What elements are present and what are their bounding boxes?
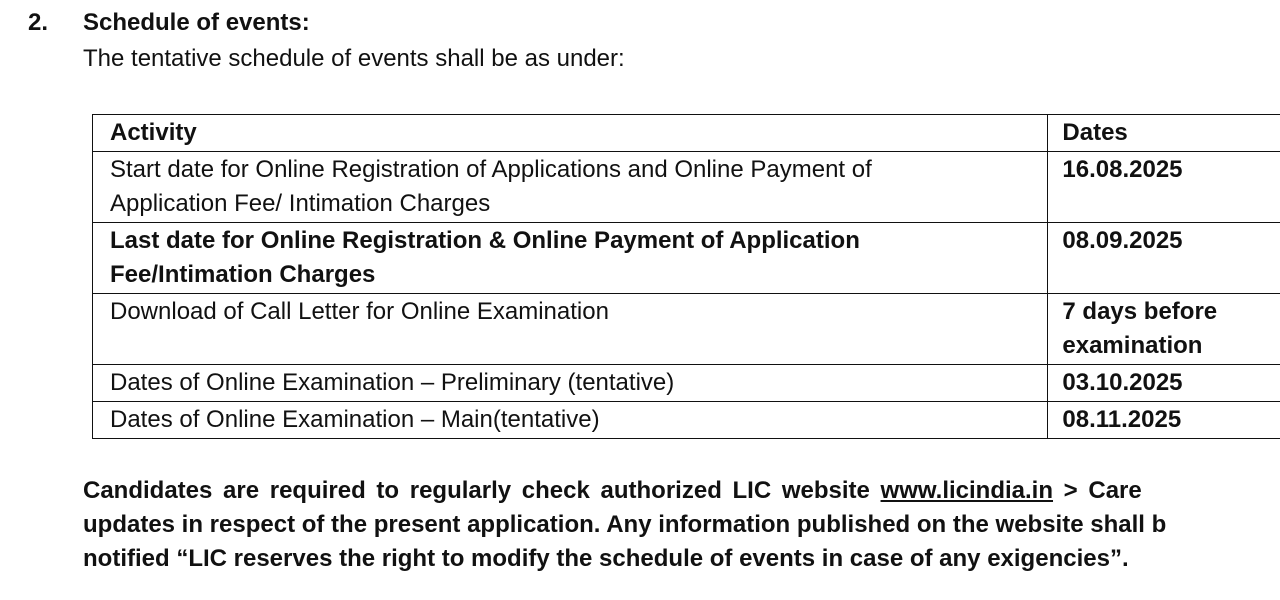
date-cell [1048,152,1280,223]
date-cell [1048,294,1280,365]
lic-website-link[interactable]: www.licindia.in [880,477,1054,504]
activity-line: Dates of Online Examination – Preliminary (tentative) [110,369,675,396]
table-row [93,365,1280,402]
notice-line [83,474,1280,508]
activity-cell [93,223,1048,294]
notice-line: updates in respect of the present application. Any information published on the website shall b [83,511,1167,538]
activity-cell [93,365,1048,402]
activity-line: Dates of Online Examination – Main(tentative) [110,406,600,433]
section-number: 2. [28,9,49,36]
date-line: examination [1062,332,1203,359]
activity-line: Download of Call Letter for Online Examination [110,298,609,325]
table-row [93,294,1280,365]
table-header-row [93,115,1280,152]
header-dates: Dates [1048,115,1280,152]
section-intro: The tentative schedule of events shall be as under: [83,45,625,72]
activity-cell [93,152,1048,223]
table-row [93,402,1280,439]
section-title: Schedule of events: [83,9,310,36]
activity-line: Fee/Intimation Charges [110,261,376,288]
table-row [93,223,1280,294]
activity-line: Start date for Online Registration of Applications and Online Payment of [110,156,872,183]
activity-line: Application Fee/ Intimation Charges [110,190,491,217]
schedule-table [92,114,1280,439]
date-line: 7 days before [1062,298,1218,325]
date-cell [1048,223,1280,294]
notice-line: notified “LIC reserves the right to modify the schedule of events in case of any exigencies”. [83,545,1129,572]
activity-cell [93,294,1048,365]
notice-text: Candidates are required to regularly check authorized LIC website [83,477,881,504]
header-activity: Activity [93,115,1048,152]
date-cell [1048,365,1280,402]
date-line: 08.11.2025 [1062,406,1182,433]
section-heading [28,9,310,37]
date-line: 08.09.2025 [1062,227,1183,254]
notice-text: > Care [1053,477,1142,504]
activity-cell [93,402,1048,439]
date-line: 16.08.2025 [1062,156,1183,183]
activity-line: Last date for Online Registration & Online Payment of Application [110,227,860,254]
date-line: 03.10.2025 [1062,369,1183,396]
table-row [93,152,1280,223]
date-cell [1048,402,1280,439]
notice-paragraph [83,474,1280,576]
